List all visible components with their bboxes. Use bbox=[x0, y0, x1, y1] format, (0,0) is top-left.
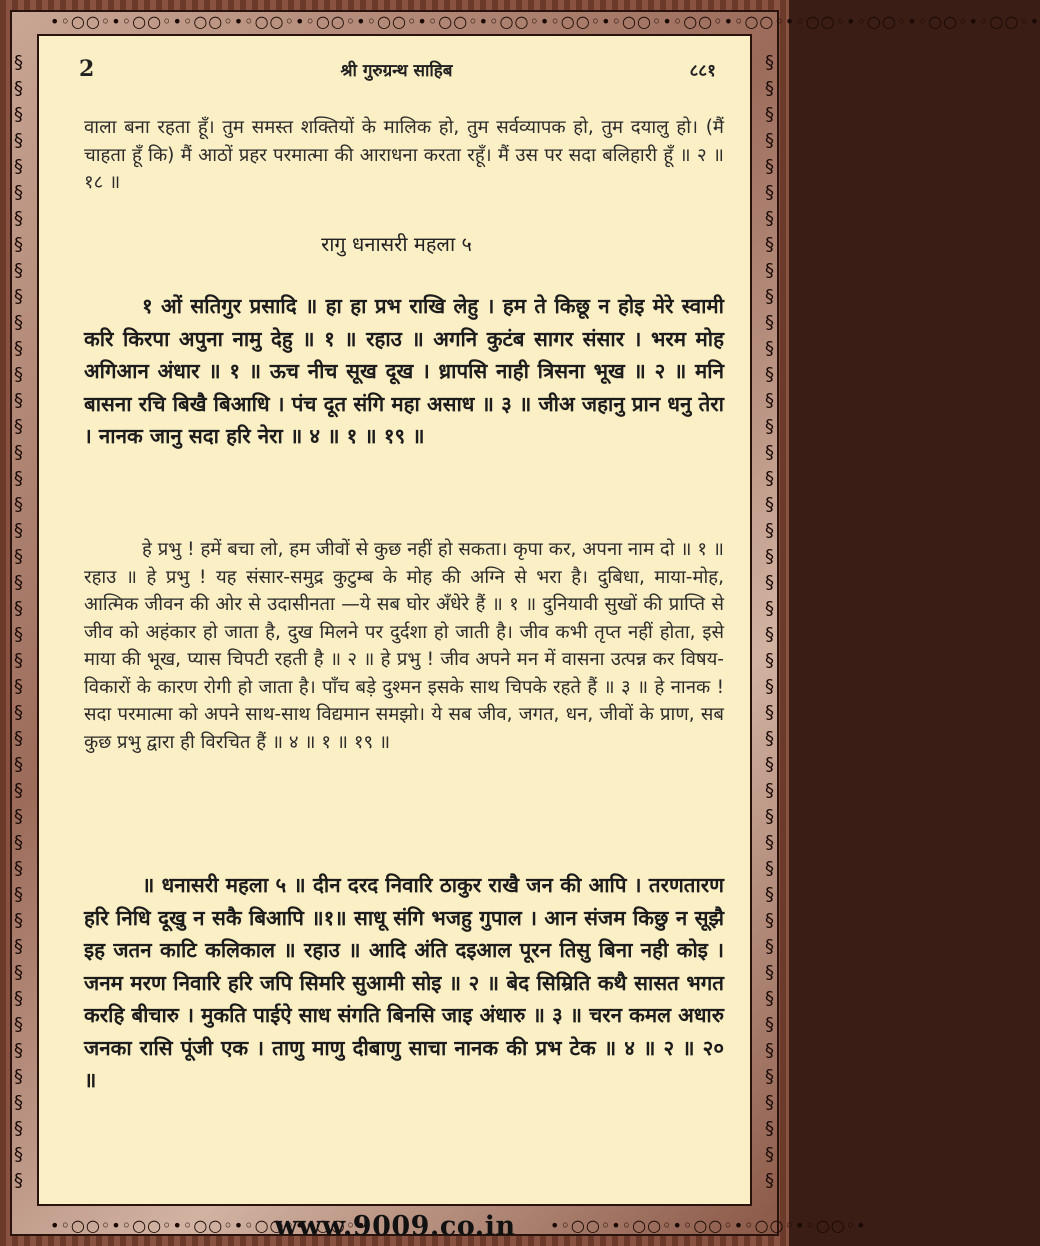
top-ornament: •◦○○◦•◦○○◦•◦○○◦•◦○○◦•◦○○◦•◦○○◦•◦○○◦•◦○○◦•◦○○◦•◦○○◦•◦○○◦•◦○○◦•◦○○◦•◦○○◦•◦○○◦•◦○○◦• bbox=[50, 12, 1040, 31]
shabad-1-text: १ ओं सतिगुर प्रसादि ॥ हा हा प्रभ राखि लेहु । हम ते किछू न होइ मेरे स्वामी करि किरपा अपुना नामु देहु ॥ १ ॥ रहाउ ॥ अगनि कुटंब सागर संसार । भरम मोह अगिआन अंधार ॥ १ ॥ ऊच नीच सूख दूख । ध्रापसि नाही त्रिसना भूख ॥ २ ॥ मनि बासना रचि बिखै बिआधि । पंच दूत संगि महा असाध ॥ ३ ॥ जीअ जहानु प्रान धनु तेरा । नानक जानु सदा हरि नेरा ॥ ४ ॥ १ ॥ १९ ॥ bbox=[84, 294, 724, 448]
left-ornament: § § § § § § § § § § § § § § § § § § § § § § § § § § § § § § § § § § § § § § § § § § § § bbox=[14, 52, 24, 1191]
website-link[interactable]: www.9009.co.in bbox=[274, 1211, 516, 1242]
page-title: श्री गुरुग्रन्थ साहिब bbox=[340, 61, 453, 81]
page-number: 2 bbox=[79, 56, 95, 82]
page-header bbox=[39, 56, 754, 86]
translation-1 bbox=[84, 536, 724, 756]
shabad-2-text: ॥ धनासरी महला ५ ॥ दीन दरद निवारि ठाकुर राखै जन की आपि । तरणतारण हरि निधि दूखु न सकै बिआपि ॥१॥ साधू संगि भजहु गुपाल । आन संजम किछु न सूझै इह जतन काटि कलिकाल ॥ रहाउ ॥ आदि अंति दइआल पूरन तिसु बिना नही कोइ । जनम मरण निवारि हरि जपि सिमरि सुआमी सोइ ॥ २ ॥ बेद सिम्रिति कथै सासत भगत करहि बीचारु । मुकति पाईऐ साध संगति बिनसि जाइ अंधारु ॥ ३ ॥ चरन कमल अधारु जनका रासि पूंजी एक । ताणु माणु दीबाणु साचा नानक की प्रभ टेक ॥ ४ ॥ २ ॥ २० ॥ bbox=[84, 873, 724, 1092]
bottom-right-ornament: •◦○○◦•◦○○◦•◦○○◦•◦○○◦•◦○○◦• bbox=[550, 1216, 867, 1235]
translation-1-text: हे प्रभु ! हमें बचा लो, हम जीवों से कुछ नहीं हो सकता। कृपा कर, अपना नाम दो ॥ १ ॥ रहाउ ॥ हे प्रभु ! यह संसार-समुद्र कुटुम्ब के मोह की अग्नि से भरा है। दुबिधा, माया-मोह, आत्मिक जीवन की ओर से उदासीनता —ये सब घोर अँधेरे हैं ॥ १ ॥ दुनियावी सुखों की प्राप्ति से जीव को अहंकार हो जाता है, दुख मिलने पर दुर्दशा हो जाती है। जीव कभी तृप्त नहीं होता, इसे माया की भूख, प्यास चिपटी रहती है ॥ २ ॥ हे प्रभु ! जीव अपने मन में वासना उत्पन्न कर विषय-विकारों के कारण रोगी हो जाता है। पाँच बड़े दुश्मन इसके साथ चिपके रहते हैं ॥ ३ ॥ हे नानक ! सदा परमात्मा को अपने साथ-साथ विद्यमान समझो। ये सब जीव, जगत, धन, जीवों के प्राण, सब कुछ प्रभु द्वारा ही विरचित हैं ॥ ४ ॥ १ ॥ १९ ॥ bbox=[84, 539, 724, 753]
ang-number: ८८१ bbox=[689, 61, 716, 81]
top-translation: वाला बना रहता हूँ। तुम समस्त शक्तियों के मालिक हो, तुम सर्वव्यापक हो, तुम दयालु हो। (मैं चाहता हूँ कि) मैं आठों प्रहर परमात्मा की आराधना करता रहूँ। मैं उस पर सदा बलिहारी हूँ ॥ २ ॥ १८ ॥ bbox=[84, 117, 724, 193]
bottom-left-ornament: •◦○○◦•◦○○◦•◦○○◦•◦○○◦•◦○○◦• bbox=[50, 1216, 367, 1235]
raag-heading: रागु धनासरी महला ५ bbox=[321, 232, 472, 256]
scripture-page bbox=[37, 34, 752, 1206]
shabad-1 bbox=[84, 290, 724, 453]
right-ornament: § § § § § § § § § § § § § § § § § § § § § § § § § § § § § § § § § § § § § § § § § § § § bbox=[765, 52, 775, 1191]
shabad-2 bbox=[84, 869, 724, 1097]
